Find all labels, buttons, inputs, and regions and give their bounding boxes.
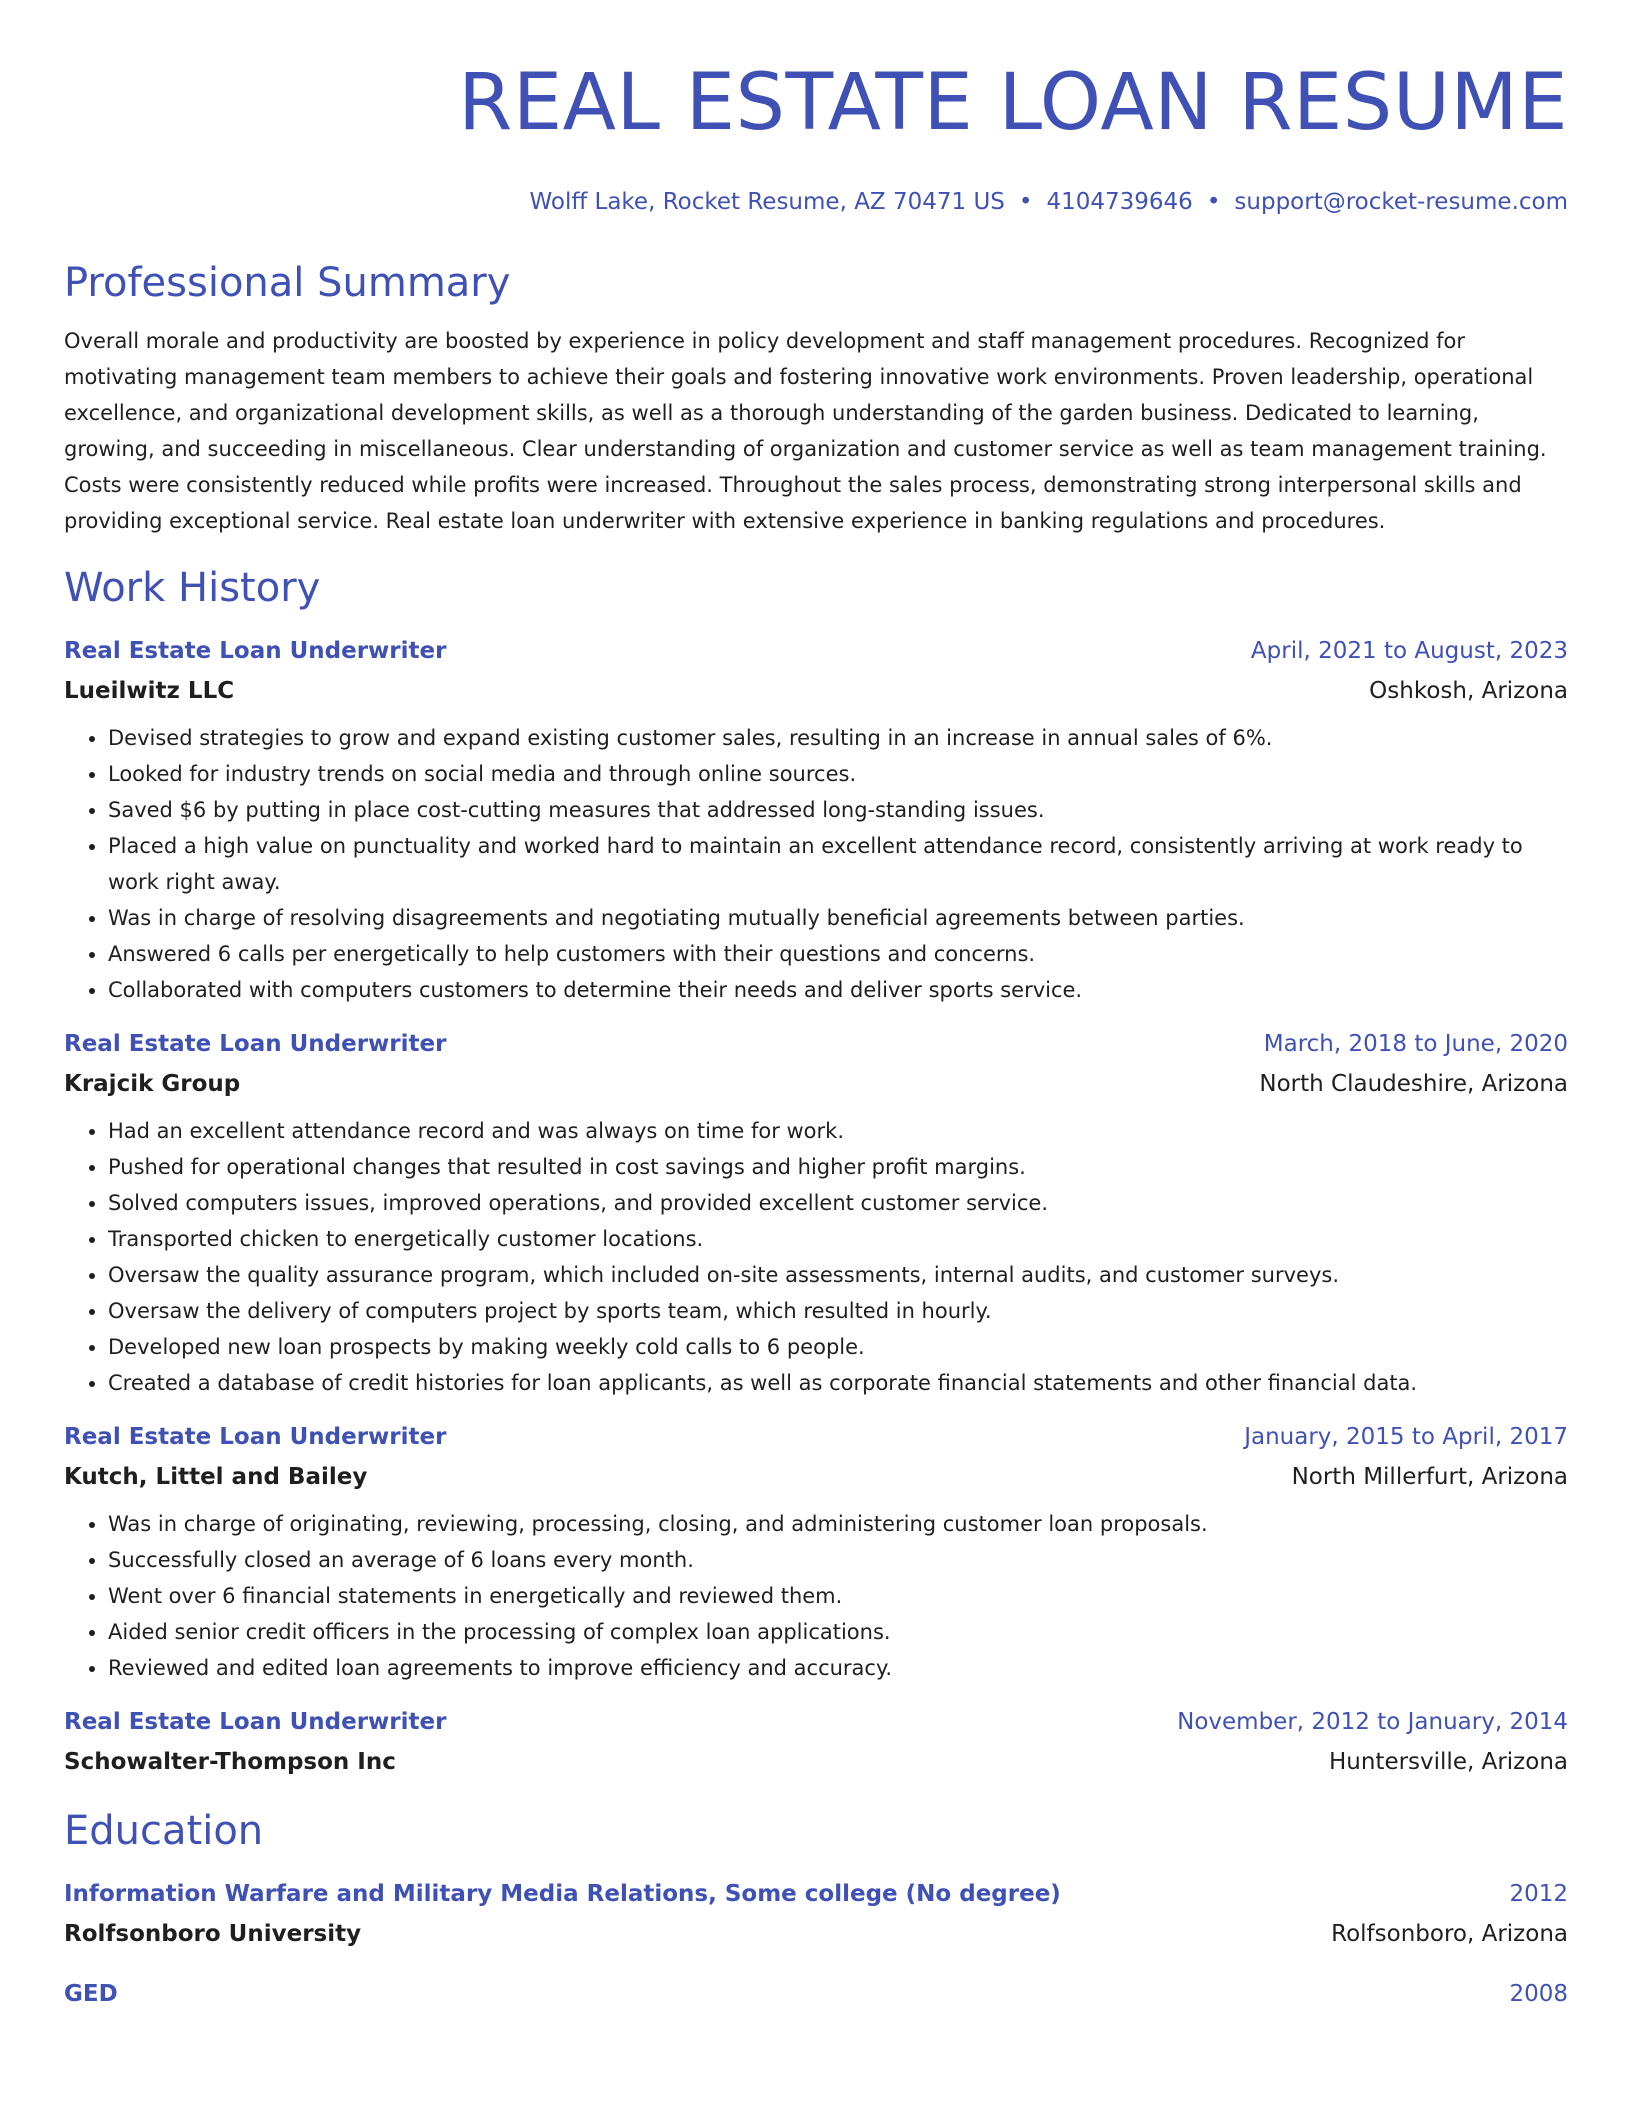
summary-text: Overall morale and productivity are boosted by experience in policy development and staff management procedures. Recognized for motivating management team members to achieve their goals and fostering innovative work environments. Proven leadership, operational excellence, and organizational development skills, as well as a thorough understanding of the garden business. Dedicated to learning, growing, and succeeding in miscellaneous. Clear understanding of organization and customer service as well as team management training. Costs were consistently reduced while profits were increased. Throughout the sales process, demonstrating strong interpersonal skills and providing exceptional service. Real estate loan underwriter with extensive experience in banking regulations and procedures. xyxy=(64,329,1547,533)
education-heading: Education xyxy=(64,1808,264,1854)
job-header-row xyxy=(64,635,1568,667)
job-entry xyxy=(64,1706,1568,1778)
job-bullets xyxy=(64,1113,1568,1401)
job-dates: January, 2015 to April, 2017 xyxy=(1244,1424,1568,1450)
resume-title: REAL ESTATE LOAN RESUME xyxy=(458,58,1568,148)
job-dates: April, 2021 to August, 2023 xyxy=(1250,638,1568,664)
bullet-item: • Oversaw the delivery of computers project by sports team, which resulted in hourly. xyxy=(108,1293,1568,1329)
bullet-item: • Had an excellent attendance record and was always on time for work. xyxy=(108,1113,1568,1149)
contact-separator: • xyxy=(1206,189,1221,215)
education-header-row xyxy=(64,1878,1568,1910)
education-degree: Information Warfare and Military Media Relations, Some college (No degree) xyxy=(64,1881,1061,1907)
education-location: Rolfsonboro, Arizona xyxy=(1331,1921,1568,1947)
resume-page xyxy=(64,0,1568,2010)
job-header-row xyxy=(64,1421,1568,1453)
job-company-row xyxy=(64,667,1568,707)
job-location: North Claudeshire, Arizona xyxy=(1259,1071,1568,1097)
job-header-row xyxy=(64,1706,1568,1738)
education-header-row xyxy=(64,1978,1568,2010)
job-company: Krajcik Group xyxy=(64,1071,241,1097)
job-location: North Millerfurt, Arizona xyxy=(1291,1464,1568,1490)
bullet-item: • Collaborated with computers customers to determine their needs and deliver sports service. xyxy=(108,972,1568,1008)
job-dates: November, 2012 to January, 2014 xyxy=(1177,1709,1568,1735)
work-history-heading: Work History xyxy=(64,565,321,611)
job-company: Schowalter-Thompson Inc xyxy=(64,1749,396,1775)
job-title: Real Estate Loan Underwriter xyxy=(64,1709,447,1735)
job-bullets xyxy=(64,1506,1568,1686)
job-title: Real Estate Loan Underwriter xyxy=(64,638,447,664)
bullet-item: • Went over 6 financial statements in energetically and reviewed them. xyxy=(108,1578,1568,1614)
bullet-item: • Aided senior credit officers in the processing of complex loan applications. xyxy=(108,1614,1568,1650)
contact-email: support@rocket-resume.com xyxy=(1234,189,1568,215)
education-degree: GED xyxy=(64,1981,118,2007)
bullet-item: • Answered 6 calls per energetically to help customers with their questions and concerns. xyxy=(108,936,1568,972)
bullet-item: • Transported chicken to energetically customer locations. xyxy=(108,1221,1568,1257)
bullet-item: • Looked for industry trends on social media and through online sources. xyxy=(108,756,1568,792)
contact-line xyxy=(64,186,1568,218)
job-company-row xyxy=(64,1453,1568,1493)
education-year: 2008 xyxy=(1509,1981,1568,2007)
contact-phone: 4104739646 xyxy=(1046,189,1193,215)
job-company-row xyxy=(64,1738,1568,1778)
job-title: Real Estate Loan Underwriter xyxy=(64,1031,447,1057)
bullet-item: • Placed a high value on punctuality and worked hard to maintain an excellent attendance record, consistently arriving at work ready to work right away. xyxy=(108,828,1568,900)
bullet-item: • Was in charge of originating, reviewing, processing, closing, and administering customer loan proposals. xyxy=(108,1506,1568,1542)
contact-separator: • xyxy=(1018,189,1033,215)
job-location: Oshkosh, Arizona xyxy=(1369,678,1568,704)
education-school: Rolfsonboro University xyxy=(64,1921,362,1947)
education-school-row xyxy=(64,1910,1568,1950)
job-header-row xyxy=(64,1028,1568,1060)
job-company: Lueilwitz LLC xyxy=(64,678,235,704)
bullet-item: • Devised strategies to grow and expand existing customer sales, resulting in an increase in annual sales of 6%. xyxy=(108,720,1568,756)
job-entry xyxy=(64,1028,1568,1401)
bullet-item: • Developed new loan prospects by making weekly cold calls to 6 people. xyxy=(108,1329,1568,1365)
job-entry xyxy=(64,1421,1568,1686)
job-company: Kutch, Littel and Bailey xyxy=(64,1464,368,1490)
education-entry xyxy=(64,1878,1568,1950)
contact-address: Wolff Lake, Rocket Resume, AZ 70471 US xyxy=(529,189,1005,215)
bullet-item: • Saved $6 by putting in place cost-cutting measures that addressed long-standing issues. xyxy=(108,792,1568,828)
job-dates: March, 2018 to June, 2020 xyxy=(1263,1031,1568,1057)
job-bullets xyxy=(64,720,1568,1008)
job-entry xyxy=(64,635,1568,1008)
summary-heading: Professional Summary xyxy=(64,260,511,306)
education-entry xyxy=(64,1978,1568,2010)
bullet-item: • Oversaw the quality assurance program, which included on-site assessments, internal audits, and customer surveys. xyxy=(108,1257,1568,1293)
bullet-item: • Solved computers issues, improved operations, and provided excellent customer service. xyxy=(108,1185,1568,1221)
bullet-item: • Successfully closed an average of 6 loans every month. xyxy=(108,1542,1568,1578)
bullet-item: • Created a database of credit histories for loan applicants, as well as corporate financial statements and other financial data. xyxy=(108,1365,1568,1401)
job-company-row xyxy=(64,1060,1568,1100)
bullet-item: • Reviewed and edited loan agreements to improve efficiency and accuracy. xyxy=(108,1650,1568,1686)
bullet-item: • Pushed for operational changes that resulted in cost savings and higher profit margins. xyxy=(108,1149,1568,1185)
education-year: 2012 xyxy=(1509,1881,1568,1907)
job-title: Real Estate Loan Underwriter xyxy=(64,1424,447,1450)
job-location: Huntersville, Arizona xyxy=(1328,1749,1568,1775)
bullet-item: • Was in charge of resolving disagreements and negotiating mutually beneficial agreements between parties. xyxy=(108,900,1568,936)
